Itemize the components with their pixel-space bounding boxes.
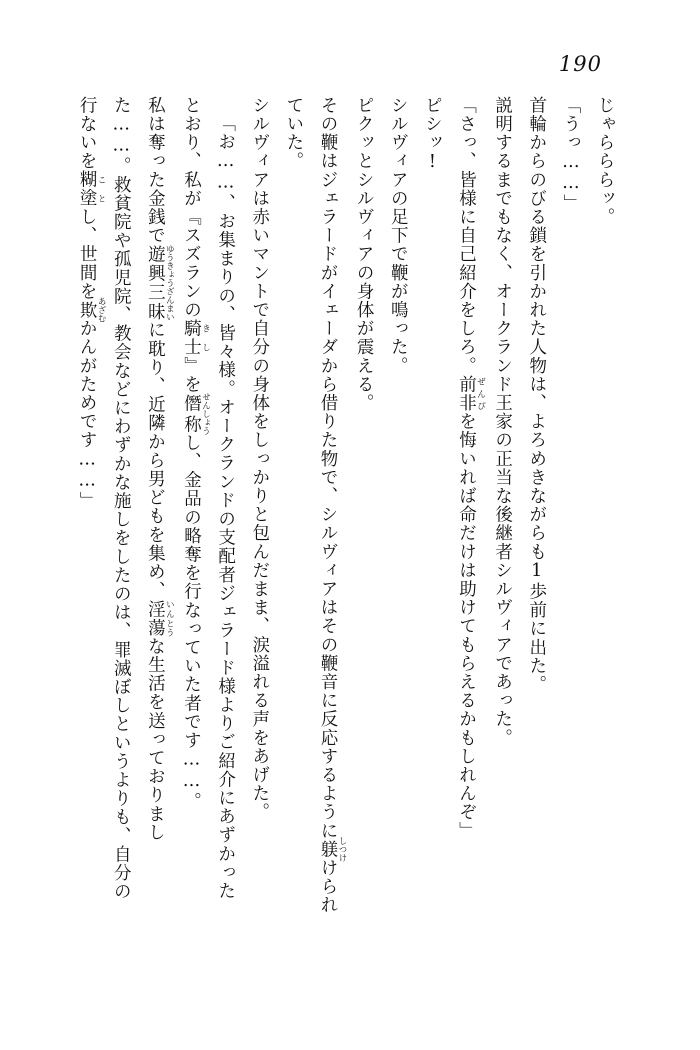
paragraph: ピクッとシルヴィアの身体が震える。 [354, 96, 375, 413]
page-body-text [62, 96, 622, 916]
paragraph: 「さっ、皆様に自己紹介をしろ。前非 ぜんぴを悔いれば命だけは助けてもらえるかもしれんぞ」 [456, 96, 486, 841]
paragraph: シルヴィアの足下で鞭が鳴った。 [388, 96, 409, 375]
paragraph: じゃらららッ。 [595, 96, 615, 227]
page-number: 190 [558, 52, 602, 76]
paragraph: ピシッ! [422, 96, 443, 173]
paragraph: 「お……、お集まりの、皆々様。オークランドの支配者ジェラード様よりご紹介にあずかったとおり、私が『スズランの騎士 きし』を僭称 せんしょうし、金品の略奪を行なっていた者です……。 [181, 96, 236, 900]
paragraph: 「うっ……」 [560, 96, 581, 213]
paragraph: 首輪からのびる鎖を引かれた人物は、よろめきながらも1歩前に出た。 [526, 96, 547, 694]
paragraph: シルヴィアは赤いマントで自分の身体をしっかりと包んだまま、涙溢れる声をあげた。 [249, 96, 270, 822]
paragraph: 私は奪った金銭で遊興三昧 ゆうきょうざんまいに耽り、近隣から男どもを集め、淫蕩 いんとうな生活を送っておりました……。救貧院や孤児院、教会などにわずかな施しをしたのは、罪滅ぼしというよりも、自分の行ないを糊塗 ことし、世間を欺 あざむかんがためです……」 [77, 96, 175, 901]
paragraph: 説明するまでもなく、オークランド王家の正当な後継者シルヴィアであった。 [492, 96, 513, 747]
paragraph: その鞭はジェラードがイェーダから借りた物で、シルヴィアはその鞭音に反応するように躾 しつけけられていた。 [283, 96, 347, 915]
